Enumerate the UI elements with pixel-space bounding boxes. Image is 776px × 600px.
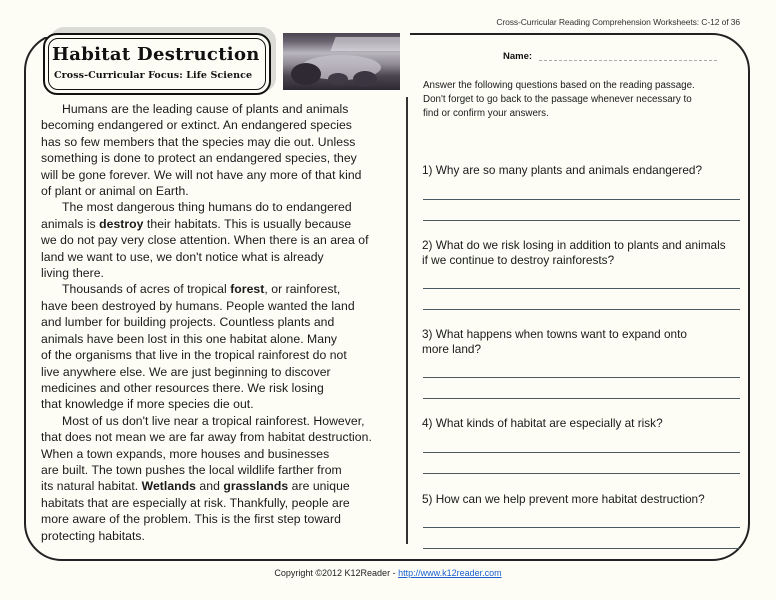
passage-line: have been destroyed by humans. People wanted the land <box>41 298 355 313</box>
question-5: 5) How can we help prevent more habitat destruction? <box>422 492 705 506</box>
passage-line: are built. The town pushes the local wildlife farther from <box>41 462 342 477</box>
passage-line: Humans are the leading cause of plants and animals <box>62 102 349 116</box>
passage-line: habitats that are especially at risk. Thankfully, people are <box>41 495 350 510</box>
passage-line: animals is destroy their habitats. This is usually because <box>41 216 352 231</box>
answer-line-2b[interactable] <box>423 309 740 310</box>
answer-line-4b[interactable] <box>423 473 740 474</box>
passage-line: When a town expands, more houses and businesses <box>41 446 330 461</box>
answer-line-1b[interactable] <box>423 220 740 221</box>
question-2: 2) What do we risk losing in addition to plants and animals if we continue to destroy rainforests? <box>422 238 726 267</box>
footer <box>0 568 776 578</box>
answer-line-4a[interactable] <box>423 452 740 453</box>
passage-line: of the organisms that live in the tropical rainforest do not <box>41 348 347 363</box>
passage-line: Most of us don't live near a tropical rainforest. However, <box>62 413 365 428</box>
k12reader-link[interactable]: http://www.k12reader.com <box>398 568 502 578</box>
page-title: Habitat Destruction <box>52 44 260 65</box>
answer-line-3a[interactable] <box>423 377 740 378</box>
passage-line: more aware of the problem. This is the first step toward <box>41 512 341 527</box>
passage-line: will be gone forever. We will not have any more of that kind <box>41 167 362 182</box>
question-4: 4) What kinds of habitat are especially at risk? <box>422 416 663 430</box>
passage-line: Thousands of acres of tropical forest, or rainforest, <box>62 282 341 297</box>
passage-line: live anywhere else. We are just beginning to discover <box>41 364 331 379</box>
passage-line: that knowledge if more species die out. <box>41 397 254 412</box>
worksheet-series-label: Cross-Curricular Reading Comprehension Worksheets: C-12 of 36 <box>496 17 740 27</box>
answer-line-3b[interactable] <box>423 398 740 399</box>
name-field[interactable] <box>539 60 717 61</box>
question-3: 3) What happens when towns want to expand onto more land? <box>422 327 687 356</box>
wetland-photo-icon <box>283 33 400 90</box>
answer-line-5b[interactable] <box>423 548 740 549</box>
passage-line: medicines and other resources there. We risk losing <box>41 380 324 395</box>
page-subtitle: Cross-Curricular Focus: Life Science <box>54 70 253 81</box>
passage-line: becoming endangered or extinct. An endangered species <box>41 118 352 133</box>
column-divider <box>406 97 408 544</box>
passage-line: and lumber for building projects. Countless plants and <box>41 315 335 330</box>
passage-line: of plant or animal on Earth. <box>41 184 189 199</box>
passage-line: its natural habitat. Wetlands and grasslands are unique <box>41 479 350 494</box>
passage-line: animals have been lost in this one habitat alone. Many <box>41 331 338 346</box>
passage-line: we do not pay very close attention. When there is an area of <box>41 233 369 248</box>
vocab-word: Wetlands <box>141 479 196 494</box>
passage-line: that does not mean we are far away from habitat destruction. <box>41 430 372 445</box>
instructions: Answer the following questions based on the reading passage. Don't forget to go back to the passage whenever necessary to find or confirm your answers. <box>423 80 695 119</box>
passage-line: protecting habitats. <box>41 528 145 543</box>
passage-line: The most dangerous thing humans do to endangered <box>62 200 352 215</box>
vocab-word: forest <box>230 282 265 297</box>
answer-line-2a[interactable] <box>423 288 740 289</box>
name-label: Name: <box>503 51 533 62</box>
passage-line: land we want to use, we don't notice what is already <box>41 249 324 264</box>
answer-line-5a[interactable] <box>423 527 740 528</box>
vocab-word: destroy <box>99 216 144 231</box>
question-1: 1) Why are so many plants and animals endangered? <box>422 163 703 177</box>
answer-line-1a[interactable] <box>423 199 740 200</box>
copyright-text: Copyright ©2012 K12Reader - <box>274 568 399 578</box>
reading-passage <box>41 101 401 544</box>
passage-line: something is done to protect an endangered species, they <box>41 151 357 166</box>
passage-line: has so few members that the species may die out. Unless <box>41 134 356 149</box>
vocab-word: grasslands <box>223 479 289 494</box>
passage-line: living there. <box>41 266 104 281</box>
